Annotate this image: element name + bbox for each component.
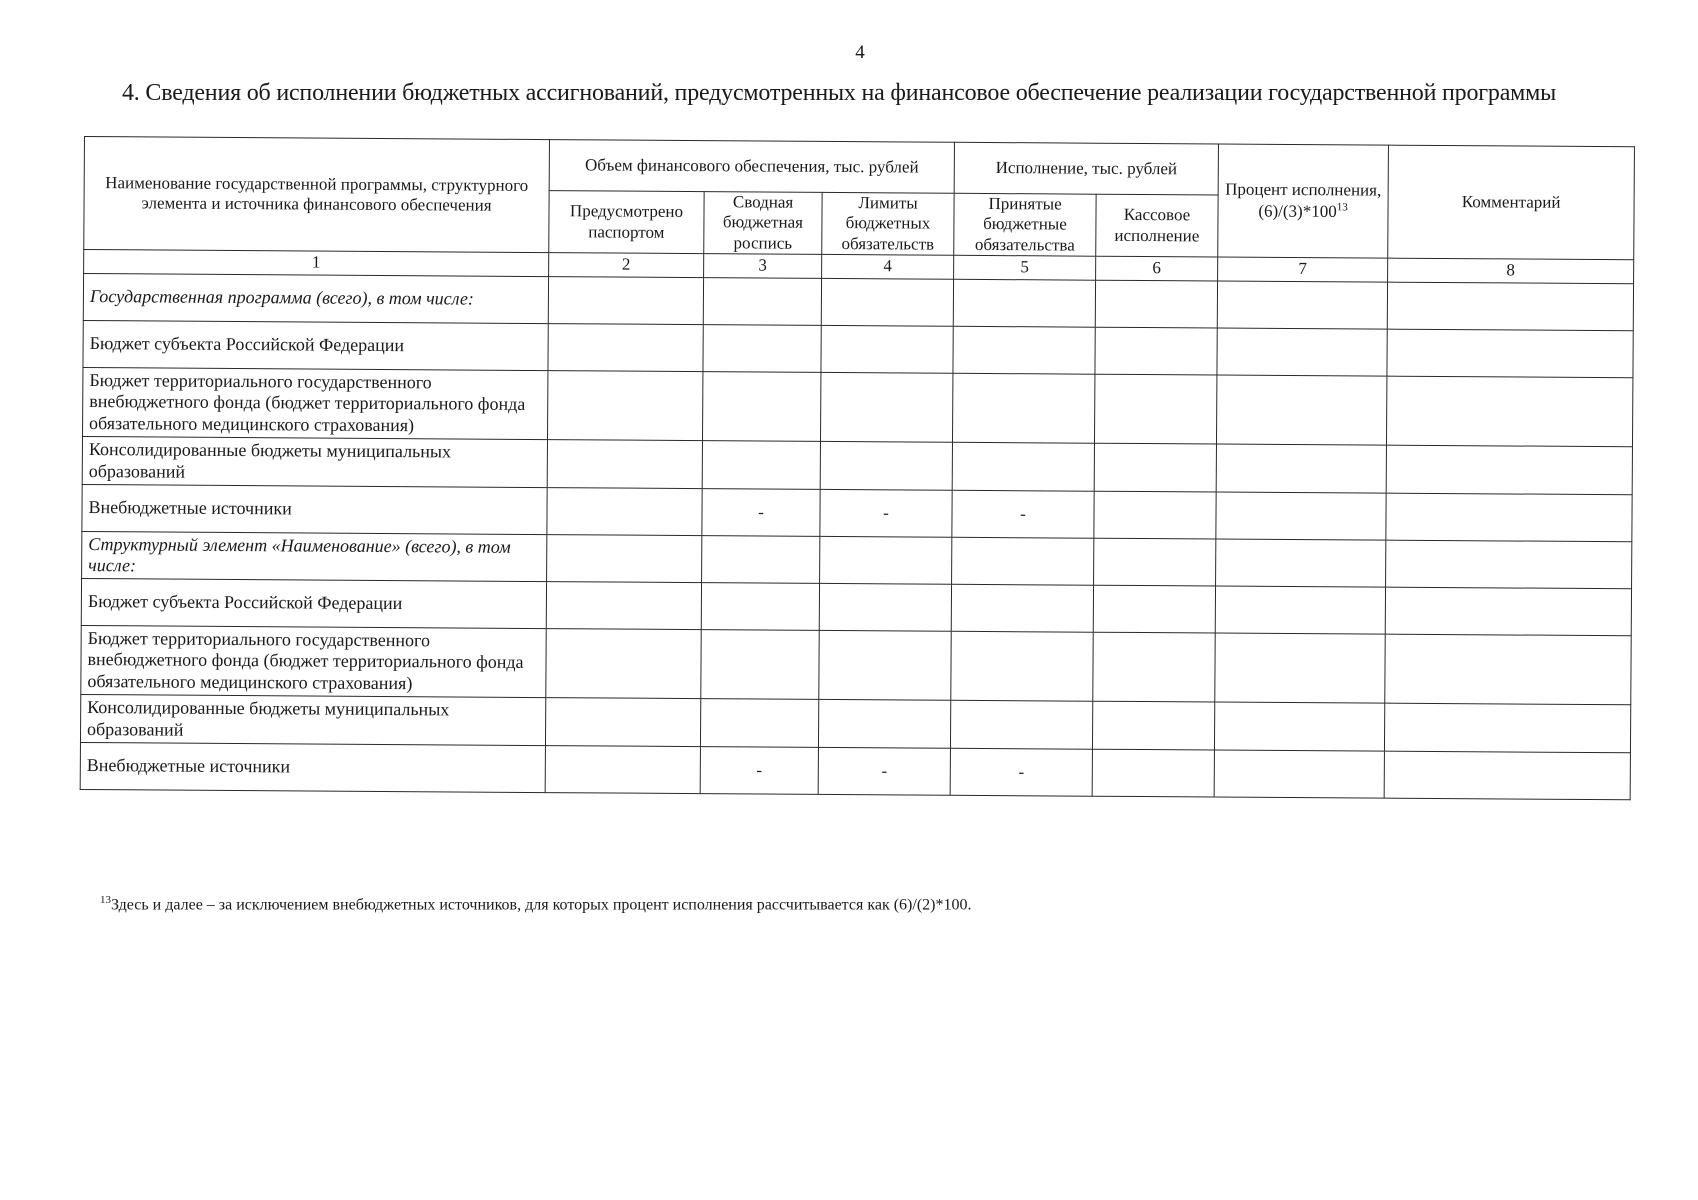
value-cell	[700, 699, 818, 748]
value-cell	[1216, 492, 1386, 540]
value-cell	[545, 746, 700, 794]
header-budget-list: Сводная бюджетная роспись	[704, 192, 822, 255]
header-accepted-obligations: Принятые бюджетные обязательства	[954, 193, 1096, 256]
table-row	[80, 743, 1630, 800]
table-row	[83, 368, 1633, 447]
value-cell	[1094, 443, 1216, 492]
footnote-text: Здесь и далее – за исключением внебюджетных источников, для которых процент исполнения рассчитывается как (6)/(2)*100.	[111, 896, 972, 914]
value-cell	[950, 700, 1092, 749]
value-cell	[953, 279, 1095, 327]
value-cell	[1215, 633, 1385, 703]
value-cell	[1387, 376, 1633, 447]
header-cash-execution: Кассовое исполнение	[1096, 194, 1218, 257]
value-cell	[1215, 586, 1385, 634]
value-cell	[818, 700, 950, 749]
value-cell	[952, 537, 1094, 585]
budget-execution-table	[80, 136, 1635, 800]
value-cell	[1386, 493, 1632, 542]
value-cell	[1095, 374, 1217, 444]
table-body	[80, 250, 1634, 800]
value-cell	[1386, 445, 1632, 495]
row-name: Бюджет территориального государственного внебюджетного фонда (бюджет территориального фонда обязательного медицинского страхования)	[81, 626, 546, 698]
value-cell	[1217, 281, 1387, 329]
value-cell	[1387, 329, 1633, 378]
value-cell	[702, 536, 820, 584]
column-number: 2	[549, 253, 704, 278]
value-cell	[1095, 280, 1217, 328]
value-cell	[951, 584, 1093, 632]
value-cell	[1385, 634, 1631, 705]
header-limits: Лимиты бюджетных обязательств	[822, 192, 954, 255]
value-cell	[547, 488, 702, 536]
value-cell	[820, 373, 952, 443]
value-cell	[821, 326, 953, 374]
value-cell	[1216, 444, 1386, 493]
budget-table-wrapper	[80, 136, 1634, 800]
value-cell	[1092, 749, 1214, 797]
header-volume-group: Объем финансового обеспечения, тыс. рублей	[549, 140, 954, 194]
value-cell	[953, 373, 1095, 443]
value-cell	[703, 278, 821, 326]
row-name: Внебюджетные источники	[82, 485, 547, 535]
header-percent-column	[1218, 144, 1389, 258]
dash-cell: -	[952, 490, 1094, 538]
value-cell	[546, 629, 701, 699]
row-name: Структурный элемент «Наименование» (всего), в том числе:	[82, 532, 547, 582]
value-cell	[547, 535, 702, 583]
dash-cell: -	[700, 747, 818, 795]
value-cell	[820, 442, 952, 491]
column-number: 7	[1218, 257, 1388, 282]
header-passport: Предусмотрено паспортом	[549, 191, 704, 254]
value-cell	[1092, 701, 1214, 750]
column-number: 6	[1096, 256, 1218, 281]
value-cell	[1386, 540, 1632, 589]
dash-cell: -	[950, 748, 1092, 796]
column-number: 4	[822, 255, 954, 280]
header-name-column: Наименование государственной программы, структурного элемента и источника финансового обеспечения	[84, 137, 550, 253]
value-cell	[545, 698, 700, 747]
row-name: Бюджет территориального государственного внебюджетного фонда (бюджет территориального фонда обязательного медицинского страхования)	[83, 368, 548, 440]
value-cell	[1094, 538, 1216, 586]
row-name: Консолидированные бюджеты муниципальных образований	[82, 437, 547, 488]
value-cell	[547, 440, 702, 489]
value-cell	[821, 279, 953, 327]
value-cell	[1214, 702, 1384, 751]
row-name: Бюджет субъекта Российской Федерации	[83, 321, 548, 371]
column-number: 5	[954, 255, 1096, 280]
value-cell	[1384, 703, 1630, 753]
dash-cell: -	[820, 490, 952, 538]
column-number: 1	[84, 250, 549, 277]
value-cell	[953, 326, 1095, 374]
column-number: 3	[704, 254, 822, 279]
value-cell	[1217, 375, 1387, 445]
value-cell	[547, 371, 702, 441]
section-title: 4. Сведения об исполнении бюджетных ассигнований, предусмотренных на финансовое обеспечение реализации государственной программы	[122, 80, 1557, 106]
value-cell	[548, 277, 703, 325]
value-cell	[1217, 328, 1387, 376]
value-cell	[1095, 327, 1217, 375]
value-cell	[703, 325, 821, 373]
row-name: Государственная программа (всего), в том числе:	[83, 274, 548, 324]
row-name: Консолидированные бюджеты муниципальных образований	[80, 695, 545, 746]
header-percent-label: Процент исполнения, (6)/(3)*100	[1225, 179, 1382, 221]
table-row	[81, 626, 1631, 705]
value-cell	[1385, 587, 1631, 636]
value-cell	[952, 442, 1094, 491]
header-comment-column: Комментарий	[1388, 145, 1635, 260]
header-percent-footnote-marker: 13	[1336, 201, 1348, 214]
value-cell	[1387, 282, 1633, 331]
column-number: 8	[1388, 258, 1634, 284]
header-execution-group: Исполнение, тыс. рублей	[954, 142, 1218, 195]
value-cell	[819, 631, 951, 701]
dash-cell: -	[818, 748, 950, 796]
value-cell	[546, 582, 701, 630]
value-cell	[1093, 632, 1215, 702]
row-name: Внебюджетные источники	[80, 743, 545, 793]
row-name: Бюджет субъекта Российской Федерации	[81, 579, 546, 629]
footnote-marker: 13	[100, 894, 111, 906]
value-cell	[702, 441, 820, 490]
dash-cell: -	[702, 489, 820, 537]
value-cell	[1093, 585, 1215, 633]
footnote	[100, 894, 971, 914]
value-cell	[702, 372, 820, 442]
value-cell	[1384, 751, 1630, 800]
value-cell	[1094, 491, 1216, 539]
value-cell	[1216, 539, 1386, 587]
value-cell	[820, 537, 952, 585]
value-cell	[701, 583, 819, 631]
page-number: 4	[855, 42, 865, 63]
value-cell	[951, 631, 1093, 701]
value-cell	[701, 630, 819, 700]
value-cell	[548, 324, 703, 372]
value-cell	[819, 584, 951, 632]
value-cell	[1214, 750, 1384, 798]
